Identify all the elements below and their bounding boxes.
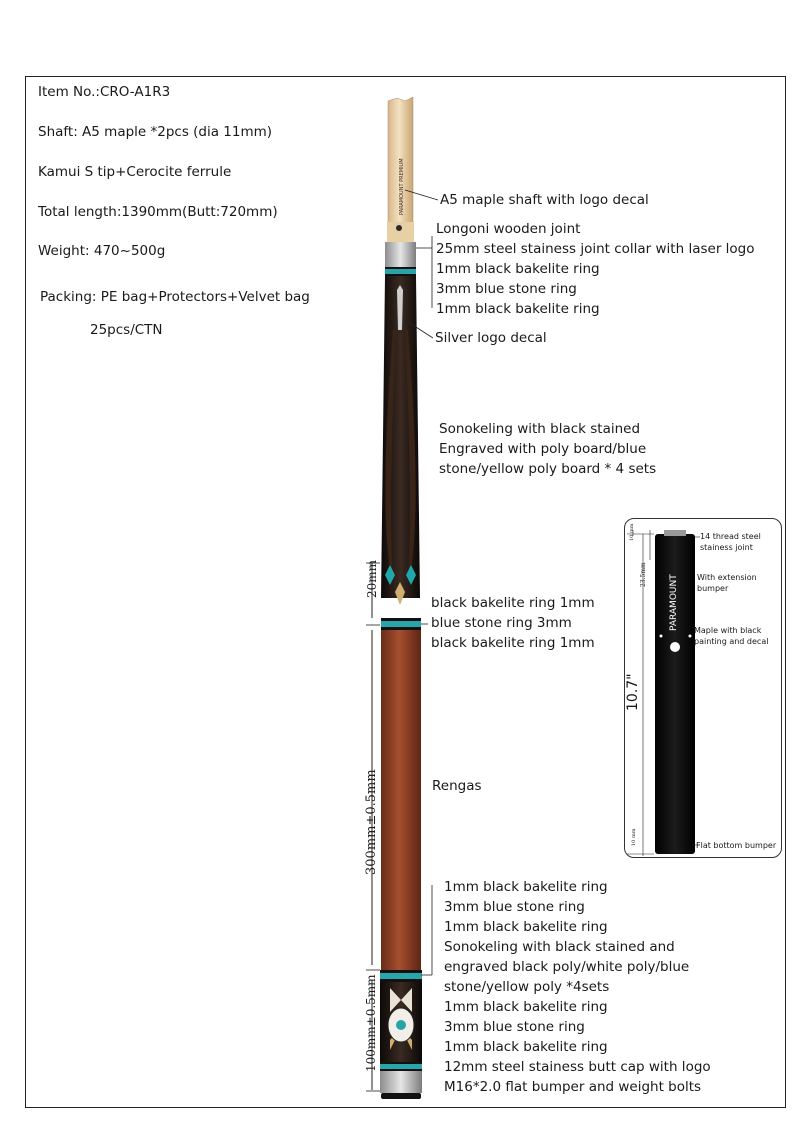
butt-ring-blue-2 [380, 1064, 422, 1069]
extension-flat-note: Flat bottom bumper [696, 841, 777, 850]
butt-line: M16*2.0 flat bumper and weight bolts [444, 1079, 702, 1095]
joint-line: 1mm black bakelite ring [436, 301, 600, 317]
joint-line: 1mm black bakelite ring [436, 261, 600, 277]
joint-annotation [436, 219, 755, 319]
mid-ring-line: black bakelite ring 1mm [431, 635, 595, 651]
tip-spec: Kamui S tip+Cerocite ferrule [38, 164, 232, 180]
butt-ring-blue [380, 973, 422, 979]
mid-ring-line: blue stone ring 3mm [431, 615, 572, 631]
butt-line: 3mm blue stone ring [444, 1019, 585, 1035]
sleeve-medallion-stone [396, 1020, 406, 1030]
sleeve-dimension: 100mm±0.5mm [364, 974, 378, 1072]
shaft-spec: Shaft: A5 maple *2pcs (dia 11mm) [38, 124, 273, 140]
silver-logo-annotation: Silver logo decal [435, 330, 547, 346]
forearm-line: stone/yellow poly board * 4 sets [439, 461, 657, 477]
extension-maple-note: Maple with black painting and decal [694, 626, 769, 646]
extension-bottom-dim: 10 mm [631, 828, 637, 846]
ring-section-dimension: 20mm [365, 559, 379, 598]
mid-ring-line: black bakelite ring 1mm [431, 595, 595, 611]
butt-line: stone/yellow poly *4sets [444, 979, 610, 995]
joint-ring-blue [385, 269, 416, 274]
butt-line: 1mm black bakelite ring [444, 879, 608, 895]
extension-length: 10.7" [625, 673, 641, 711]
butt-line: Sonokeling with black stained and [444, 939, 675, 955]
handle-annotation: Rengas [432, 778, 482, 794]
joint-ring-black-1 [385, 267, 416, 269]
carton-spec: 25pcs/CTN [90, 322, 163, 338]
rubber-bumper [381, 1093, 421, 1099]
butt-ring-black-1 [380, 970, 422, 973]
joint-collar [385, 242, 416, 267]
butt-line: 12mm steel stainess butt cap with logo [444, 1059, 711, 1075]
mid-rings-annotation [431, 593, 595, 653]
forearm-annotation [439, 419, 656, 479]
extension-bumper-note: With extension bumper [697, 573, 757, 593]
silver-logo-decal [397, 285, 403, 330]
joint-line: 25mm steel stainess joint collar with laser logo [436, 241, 755, 257]
butt-line: 1mm black bakelite ring [444, 919, 608, 935]
shaft-collar-wood [387, 222, 414, 242]
rengas-handle [381, 630, 421, 970]
forearm-line: Sonokeling with black stained [439, 421, 641, 437]
butt-ring-black-3 [380, 1062, 422, 1064]
weight-spec: Weight: 470~500g [38, 243, 166, 259]
butt-cap [380, 1071, 422, 1093]
butt-line: engraved black poly/white poly/blue [444, 959, 690, 975]
butt-ring-black-2 [380, 979, 422, 982]
butt-line: 1mm black bakelite ring [444, 999, 608, 1015]
joint-line: Longoni wooden joint [436, 221, 581, 237]
butt-ring-black-4 [380, 1069, 422, 1071]
extension-joint-dim: 23.5mm [640, 562, 647, 587]
mid-ring-black-2 [381, 627, 421, 630]
total-length-spec: Total length:1390mm(Butt:720mm) [38, 204, 278, 220]
extension-joint-note: 14 thread steel stainess joint [700, 532, 761, 552]
forearm-line: Engraved with poly board/blue [439, 441, 647, 457]
butt-line: 3mm blue stone ring [444, 899, 585, 915]
joint-ring-black-2 [385, 274, 416, 276]
shaft-decal-text: PARAMOUNT PREMIUM [399, 158, 405, 215]
joint-line: 3mm blue stone ring [436, 281, 577, 297]
shaft-logo [396, 225, 402, 231]
extension-top-dim: 10 mm [629, 523, 635, 541]
mid-ring-black-1 [381, 618, 421, 621]
item-number: Item No.:CRO-A1R3 [38, 84, 171, 100]
mid-ring-blue [381, 621, 421, 627]
packing-spec: Packing: PE bag+Protectors+Velvet bag [40, 289, 310, 305]
extension-brand: PARAMOUNT [669, 574, 679, 631]
butt-line: 1mm black bakelite ring [444, 1039, 608, 1055]
butt-annotation [444, 877, 711, 1097]
shaft-annotation: A5 maple shaft with logo decal [440, 192, 649, 208]
handle-dimension: 300mm±0.5mm [364, 769, 379, 875]
